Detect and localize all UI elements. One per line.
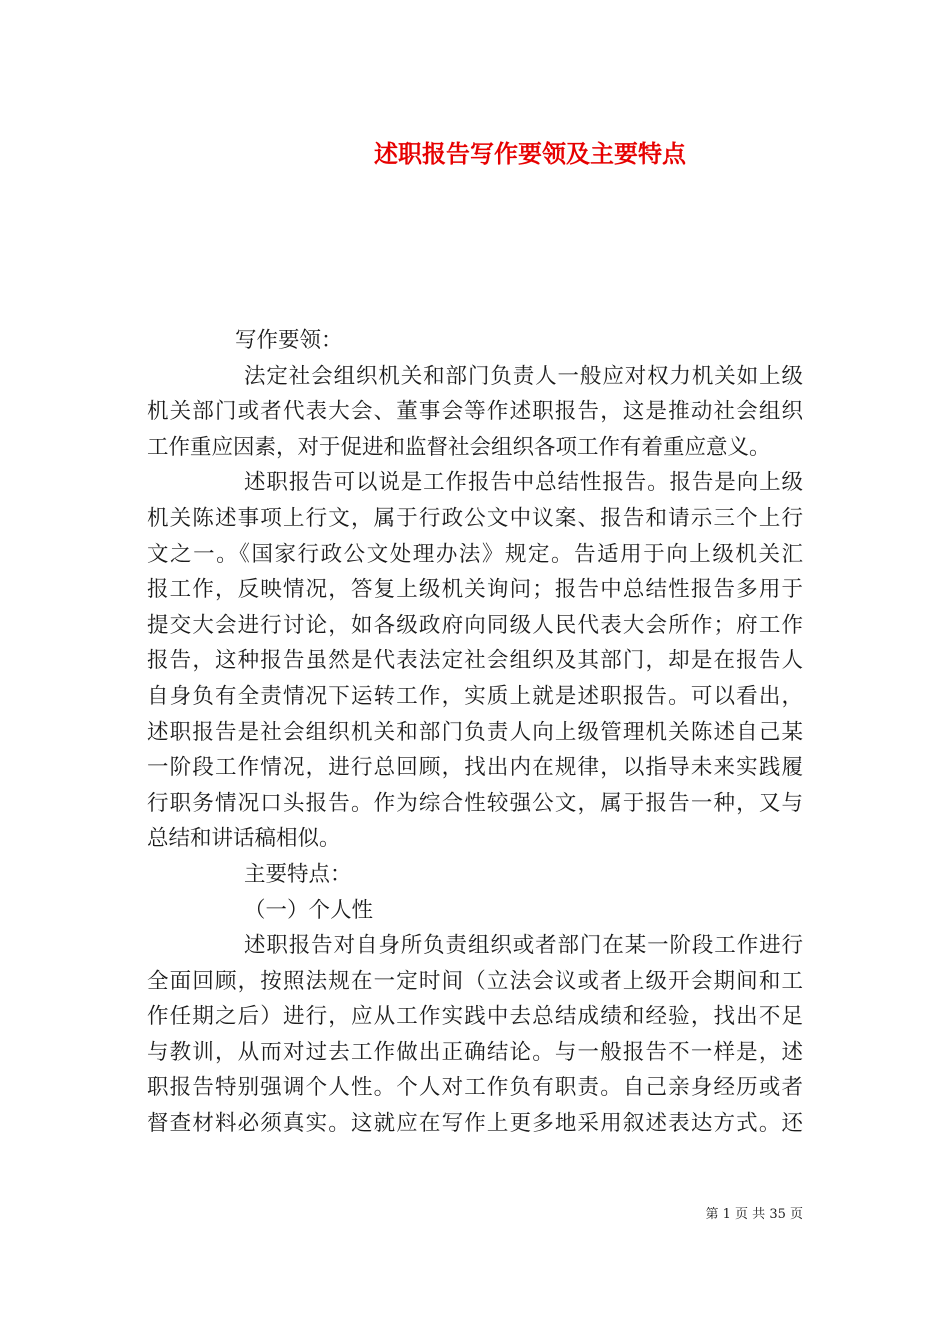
paragraph-line: 行职务情况口头报告。作为综合性较强公文，属于报告一种，又与 — [147, 790, 803, 816]
document-title: 述职报告写作要领及主要特点 — [374, 139, 686, 168]
subsection-heading-personal: （一）个人性 — [244, 897, 374, 923]
paragraph-line: 作任期之后）进行，应从工作实践中去总结成绩和经验，找出不足 — [147, 1004, 803, 1030]
paragraph-line: 与教训，从而对过去工作做出正确结论。与一般报告不一样是，述 — [147, 1039, 803, 1065]
paragraph-line: 述职报告可以说是工作报告中总结性报告。报告是向上级 — [244, 470, 803, 496]
paragraph-line: 督查材料必须真实。这就应在写作上更多地采用叙述表达方式。还 — [147, 1111, 803, 1137]
paragraph-line: 机关陈述事项上行文，属于行政公文中议案、报告和请示三个上行 — [147, 505, 803, 531]
paragraph-line: 一阶段工作情况，进行总回顾，找出内在规律，以指导未来实践履 — [147, 755, 803, 781]
paragraph-line: 报告，这种报告虽然是代表法定社会组织及其部门，却是在报告人 — [147, 648, 803, 674]
paragraph-line: 提交大会进行讨论，如各级政府向同级人民代表大会所作；府工作 — [147, 612, 803, 638]
paragraph-line: 法定社会组织机关和部门负责人一般应对权力机关如上级 — [244, 363, 803, 389]
page-number: 第 1 页 共 35 页 — [705, 1207, 803, 1222]
paragraph-line: 机关部门或者代表大会、董事会等作述职报告，这是推动社会组织 — [147, 399, 803, 425]
paragraph-line: 总结和讲话稿相似。 — [147, 826, 341, 852]
paragraph-line: 述职报告对自身所负责组织或者部门在某一阶段工作进行 — [244, 933, 803, 959]
paragraph-line: 自身负有全责情况下运转工作，实质上就是述职报告。可以看出， — [147, 683, 803, 709]
paragraph-line: 全面回顾，按照法规在一定时间（立法会议或者上级开会期间和工 — [147, 968, 803, 994]
paragraph-line: 文之一。《国家行政公文处理办法》规定。告适用于向上级机关汇 — [147, 541, 803, 567]
document-body — [147, 323, 803, 1142]
section-heading-writing-essentials: 写作要领： — [235, 328, 343, 353]
paragraph-line: 述职报告是社会组织机关和部门负责人向上级管理机关陈述自己某 — [147, 719, 803, 745]
paragraph-line: 职报告特别强调个人性。个人对工作负有职责。自己亲身经历或者 — [147, 1075, 803, 1101]
section-heading-main-features: 主要特点： — [244, 861, 352, 887]
paragraph-line: 报工作，反映情况，答复上级机关询问；报告中总结性报告多用于 — [147, 577, 803, 603]
paragraph-line: 工作重应因素，对于促进和监督社会组织各项工作有着重应意义。 — [147, 434, 771, 460]
